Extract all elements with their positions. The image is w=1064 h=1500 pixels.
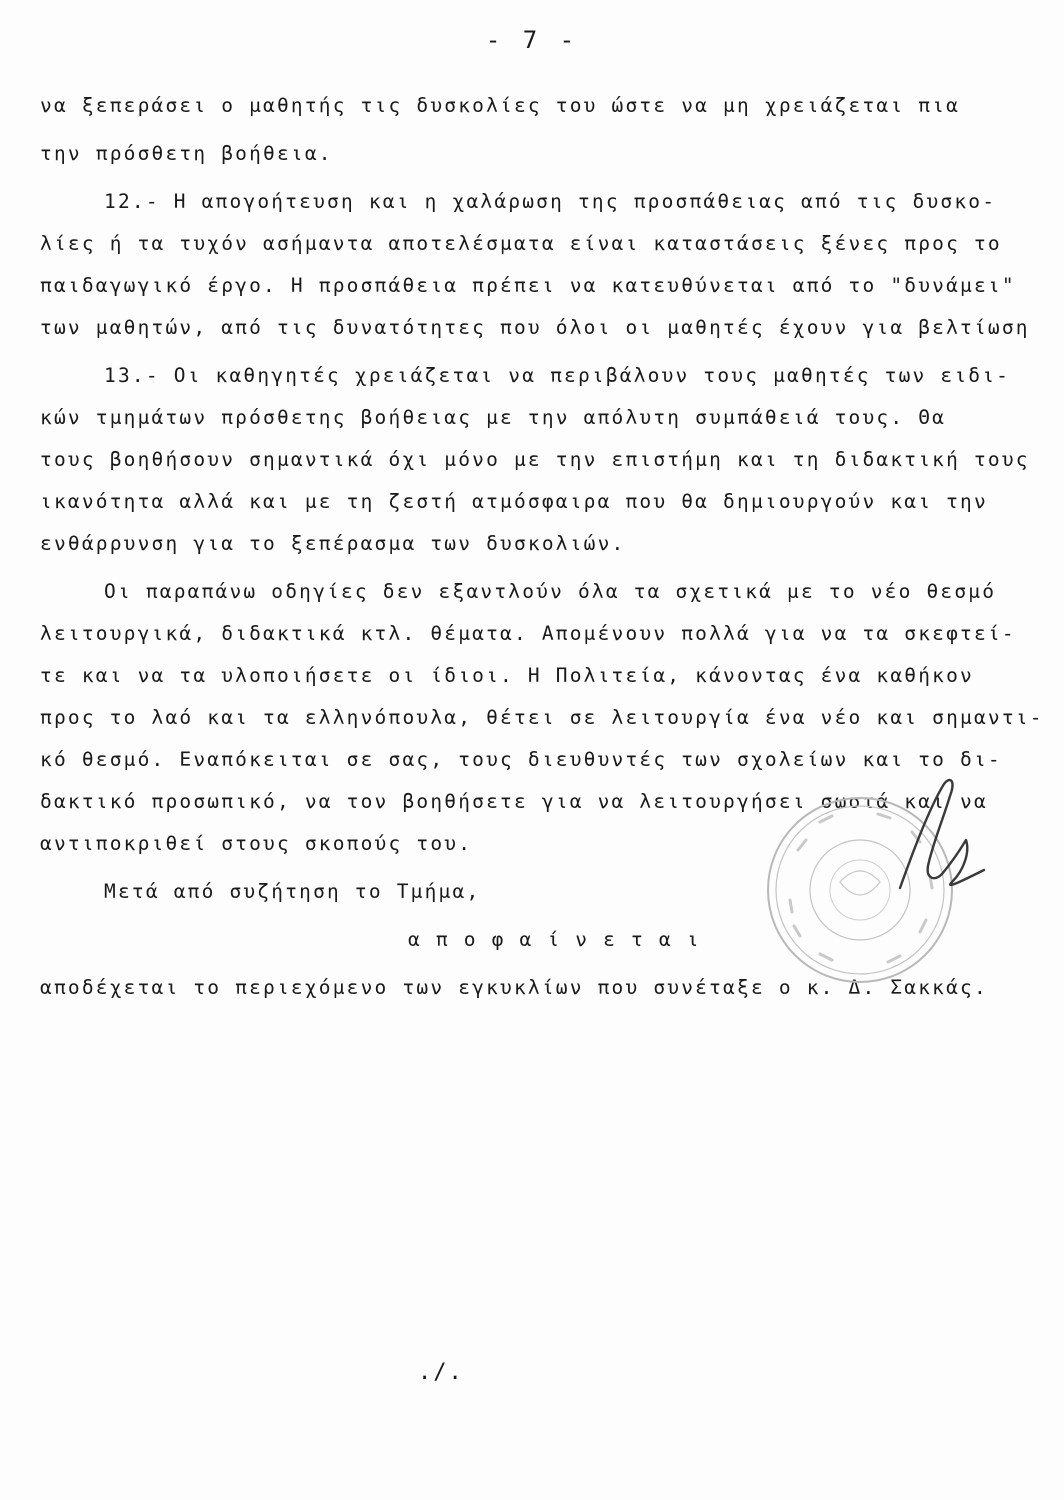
text-line: Μετά από συζήτηση το Τμήμα,	[104, 880, 481, 903]
continuation-mark: ./.	[418, 1360, 464, 1385]
text-line: αντιποκριθεί στους σκοπούς του.	[40, 832, 473, 855]
text-line: 12.- Η απογοήτευση και η χαλάρωση της προσπάθειας από τις δυσκο-	[104, 190, 997, 213]
text-line: παιδαγωγικό έργο. Η προσπάθεια πρέπει να κατευθύνεται από το "δυνάμει"	[40, 274, 1016, 297]
text-line: λειτουργικά, διδακτικά κτλ. θέματα. Απομένουν πολλά για να τα σκεφτεί-	[40, 622, 1016, 645]
text-line: α π ο φ α ί ν ε τ α ι	[408, 928, 701, 951]
text-line: τους βοηθήσουν σημαντικά όχι μόνο με την επιστήμη και τη διδακτική τους	[40, 448, 1030, 471]
text-line: δακτικό προσωπικό, να τον βοηθήσετε για να λειτουργήσει σωστά και να	[40, 790, 988, 813]
text-line: κών τμημάτων πρόσθετης βοήθειας με την απόλυτη συμπάθειά τους. Θα	[40, 406, 947, 429]
text-line: λίες ή τα τυχόν ασήμαντα αποτελέσματα είναι καταστάσεις ξένες προς το	[40, 232, 1002, 255]
text-line: προς το λαό και τα ελληνόπουλα, θέτει σε λειτουργία ένα νέο και σημαντι-	[40, 706, 1044, 729]
text-line: των μαθητών, από τις δυνατότητες που όλοι οι μαθητές έχουν για βελτίωση	[40, 316, 1030, 339]
text-line: να ξεπεράσει ο μαθητής τις δυσκολίες του ώστε να μη χρειάζεται πια	[40, 94, 961, 117]
text-line: την πρόσθετη βοήθεια.	[40, 142, 333, 165]
text-line: τε και να τα υλοποιήσετε οι ίδιοι. Η Πολιτεία, κάνοντας ένα καθήκον	[40, 664, 974, 687]
page-number: - 7 -	[485, 26, 579, 54]
text-line: κό θεσμό. Εναπόκειται σε σας, τους διευθυντές των σχολείων και το δι-	[40, 748, 1002, 771]
text-line: ικανότητα αλλά και με τη ζεστή ατμόσφαιρα που θα δημιουργούν και την	[40, 490, 988, 513]
text-line: Οι παραπάνω οδηγίες δεν εξαντλούν όλα τα σχετικά με το νέο θεσμό	[104, 580, 997, 603]
handwritten-signature	[880, 770, 1000, 910]
text-line: ενθάρρυνση για το ξεπέρασμα των δυσκολιών.	[40, 532, 626, 555]
text-line: 13.- Οι καθηγητές χρειάζεται να περιβάλουν τους μαθητές των ειδι-	[104, 364, 1011, 387]
text-line: αποδέχεται το περιεχόμενο των εγκυκλίων που συνέταξε ο κ. Δ. Σακκάς.	[40, 976, 988, 999]
